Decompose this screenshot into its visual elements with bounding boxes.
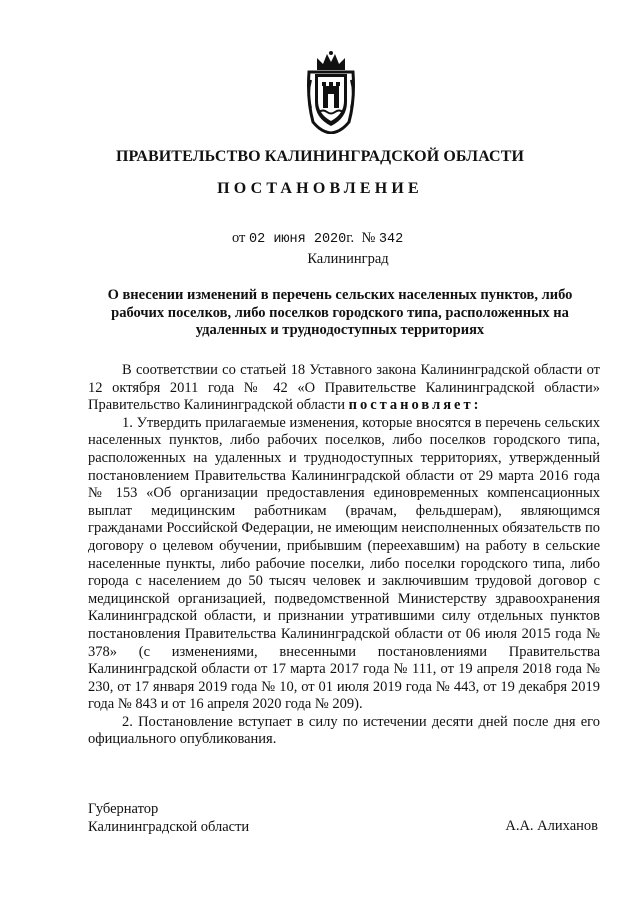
coat-of-arms-emblem: [303, 50, 359, 134]
number-value: 342: [378, 232, 404, 247]
signatory-position-line1: Губернатор: [88, 801, 159, 817]
signatory-position: [88, 800, 249, 836]
city: Калининград: [307, 251, 389, 267]
date-value: 02 июня 2020: [249, 232, 347, 247]
date-number-line: [232, 230, 403, 247]
document-subject: О внесении изменений в перечень сельских населенных пунктов, либо рабочих поселков, либо поселков городского типа, расположенных на удаленных и труднодоступных территориях: [107, 287, 573, 338]
document-body: [88, 362, 600, 749]
date-prefix: от: [232, 230, 246, 246]
resolves-word: постановляет:: [348, 397, 482, 414]
signatory-name: А.А. Алиханов: [505, 818, 598, 834]
preamble-text: В соответствии со статьей 18 Уставного закона Калининградской области от 12 октября 2011 года № 42 «О Правительстве Калининградской области» Правительство Калининградской области: [88, 362, 600, 414]
item-2-paragraph: 2. Постановление вступает в силу по истечении десяти дней после дня его официального опубликования.: [88, 713, 600, 748]
number-prefix: №: [361, 230, 376, 246]
item-1-paragraph: 1. Утвердить прилагаемые изменения, которые вносятся в перечень сельских населенных пунктов, либо рабочих поселков, либо поселков городского типа, расположенных на удаленных и труднодоступных территориях, утвержденный постановлением Правительства Калининградской области от 29 марта 2016 года № 153 «Об организации предоставления единовременных компенсационных выплат медицинским работникам (врачам, фельдшерам), являющимся гражданами Российской Федерации, не имеющим неисполненных обязательств по договору о целевом обучении, прибывшим (переехавшим) на работу в сельские населенные пункты, либо рабочие поселки, либо поселки городского типа, либо города с населением до 50 тысяч человек и заключившим трудовой договор с медицинской организацией, подведомственной Министерству здравоохранения Калининградской области, и признании утратившими силу отдельных пунктов постановления Правительства Калининградской области от 06 июля 2015 года № 378» (с изменениями, внесенными постановлениями Правительства Калининградской области от 17 марта 2017 года № 111, от 19 апреля 2018 года № 230, от 17 января 2019 года № 10, от 01 июля 2019 года № 443, от 19 декабря 2019 года № 843 и от 16 апреля 2020 года № 209).: [88, 414, 600, 713]
signatory-position-line2: Калининградской области: [88, 819, 250, 835]
date-suffix: г.: [346, 230, 355, 246]
document-type: ПОСТАНОВЛЕНИЕ: [217, 180, 423, 197]
preamble-paragraph: [88, 362, 600, 415]
organization-title: ПРАВИТЕЛЬСТВО КАЛИНИНГРАДСКОЙ ОБЛАСТИ: [115, 148, 525, 165]
